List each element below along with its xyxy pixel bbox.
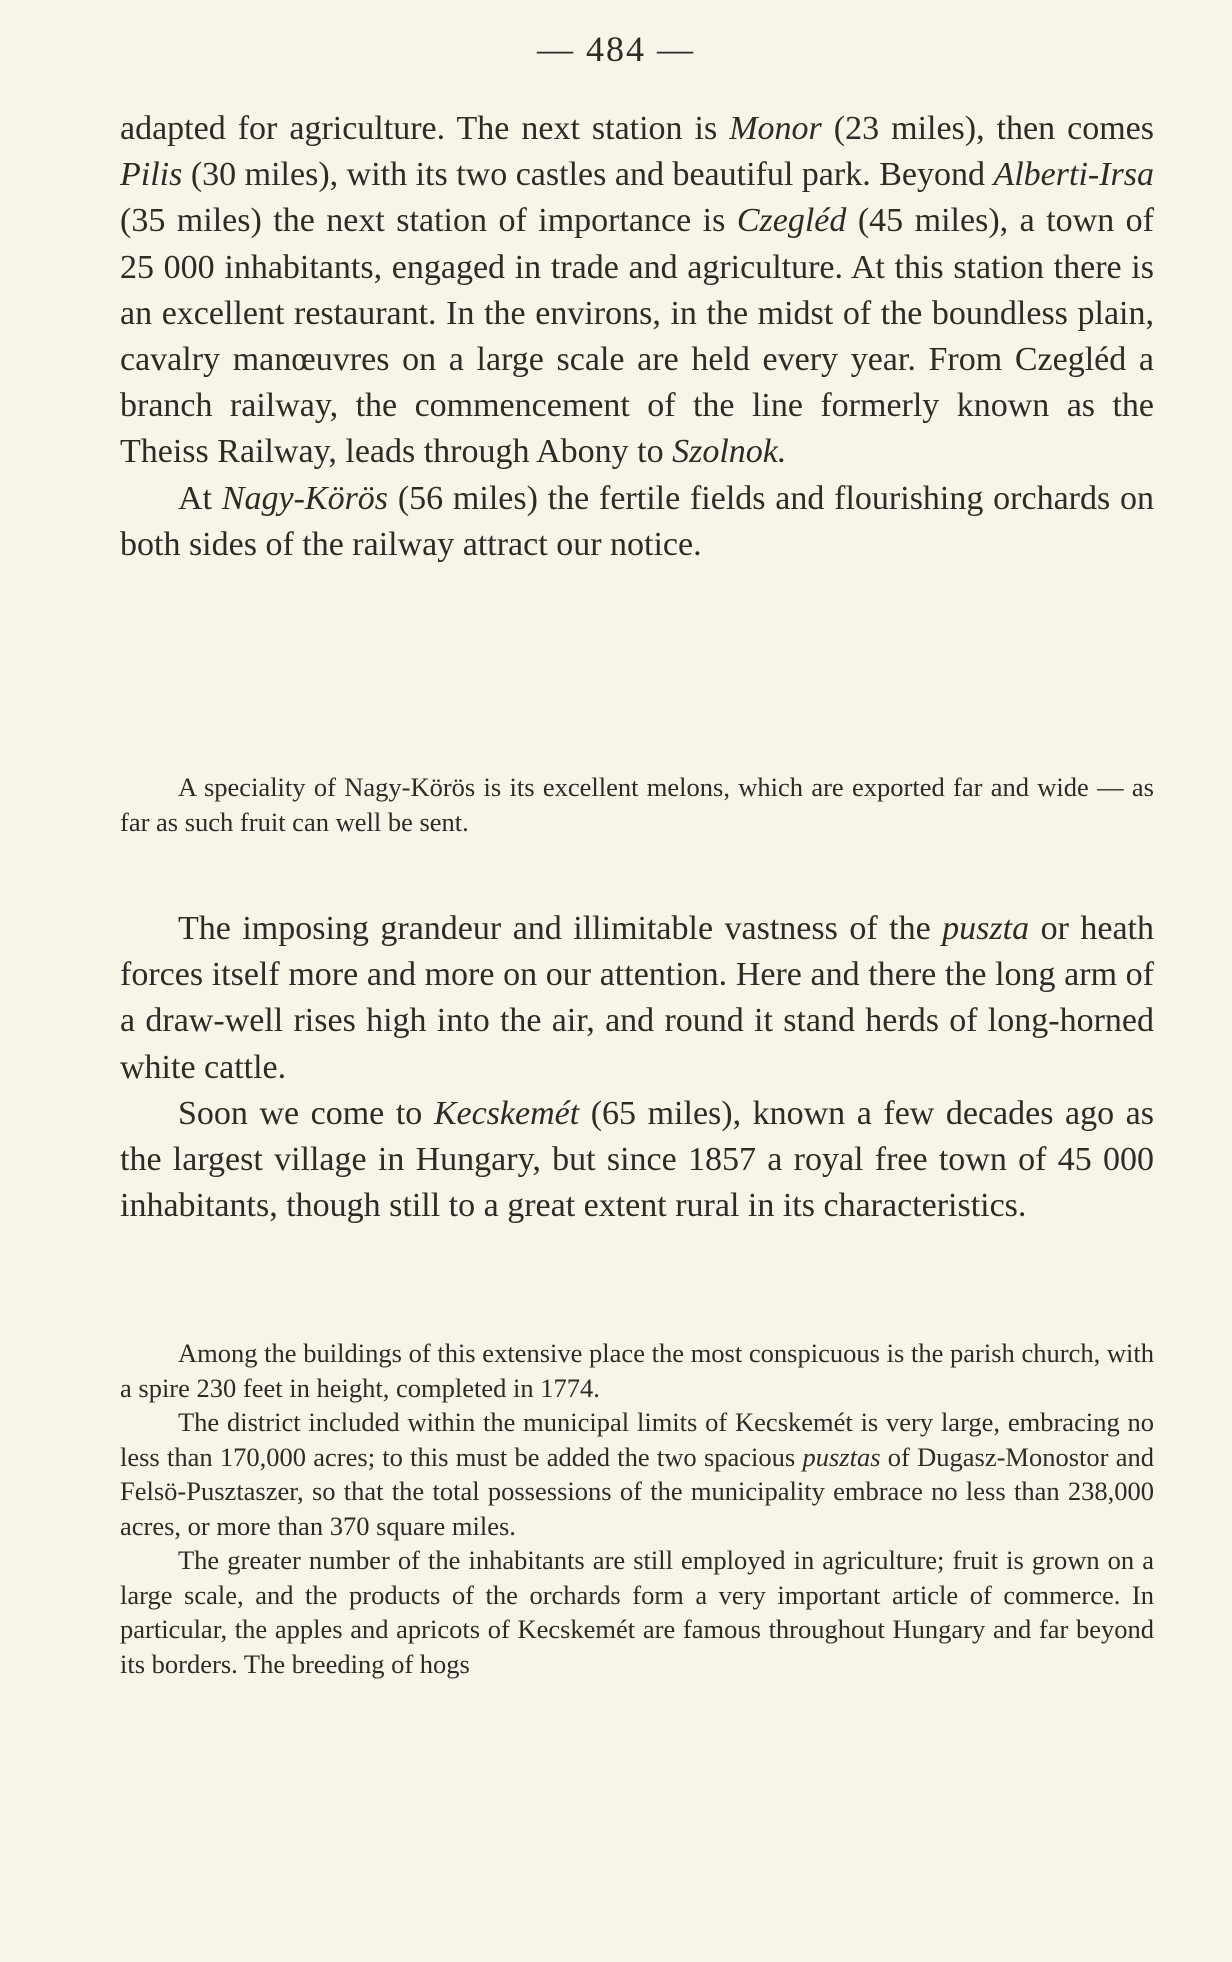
- text-span: (56 miles) the fertile fields and flourishing orchards on both sides of the railway attract our notice.: [120, 479, 1154, 563]
- text-span: or heath forces itself more and more on our attention. Here and there the long arm of a draw-well rises high into the air, and round it stand herds of long-horned white cattle.: [120, 910, 1154, 1086]
- paragraph-puszta: [120, 906, 1154, 1091]
- text-span: (23 miles), then comes: [821, 110, 1154, 147]
- text-span: (65 miles), known a few decades ago as the largest village in Hungary, but since 1857 a royal free town of 45 000 inhabitants, though still to a great extent rural in its characteristics.: [120, 1094, 1154, 1225]
- text-span: (30 miles), with its two castles and beautiful park. Beyond: [182, 156, 994, 194]
- paragraph-kecskemet: [120, 1091, 1154, 1230]
- paragraph-parish-church: Among the buildings of this extensive place the most conspicuous is the parish church, with a spire 230 feet in height, completed in 1774.: [120, 1338, 1154, 1403]
- place-name-szolnok: Szolnok.: [672, 433, 787, 471]
- text-span: (35 miles) the next station of importance is: [120, 202, 737, 240]
- place-name-pilis: Pilis: [120, 156, 183, 194]
- text-span: Soon we come to: [178, 1094, 434, 1132]
- paragraph-railway-stations: [120, 106, 1154, 476]
- paragraph-district: [120, 1405, 1154, 1543]
- place-name-monor: Monor: [729, 110, 822, 147]
- small-text-block-melons: [120, 770, 1154, 839]
- main-text-block-1: [120, 106, 1154, 568]
- text-span: The district included within the municipal limits of Kecskemét is very large, embracing no less than 170,000 acres; to this must be added the two spacious: [120, 1407, 1154, 1472]
- text-span: (45 miles), a town of 25 000 inhabitants, engaged in trade and agriculture. At this station there is an excellent restaurant. In the environs, in the midst of the boundless plain, cavalry manœuvres on a large scale are held every year. From Czegléd a branch railway, the commencement of the line formerly known as the Theiss Railway, leads through Abony to: [120, 202, 1154, 471]
- place-name-nagy-koros: Nagy-Körös: [221, 479, 389, 517]
- paragraph-agriculture: The greater number of the inhabitants are still employed in agriculture; fruit is grown on a large scale, and the products of the orchards form a very important article of commerce. In particular, the apples and apricots of Kecskemét are famous throughout Hungary and far beyond its borders. The breeding of hogs: [120, 1545, 1154, 1679]
- text-span: At: [178, 479, 222, 517]
- text-span: of Dugasz-Monostor and Felsö-Pusztaszer, so that the total possessions of the municipality embrace no less than 238,000 acres, or more than 370 square miles.: [120, 1441, 1154, 1541]
- place-name-kecskemet: Kecskemét: [433, 1094, 580, 1132]
- main-text-block-2: [120, 906, 1154, 1229]
- page-number: — 484 —: [537, 29, 695, 69]
- place-name-czegled: Czegléd: [736, 202, 847, 240]
- place-name-alberti-irsa: Alberti-Irsa: [993, 156, 1155, 194]
- term-pusztas: pusztas: [802, 1441, 881, 1472]
- paragraph-nagy-koros: [120, 476, 1154, 568]
- term-puszta: puszta: [942, 910, 1030, 947]
- text-span: adapted for agriculture. The next station is: [120, 110, 730, 147]
- small-text-block-kecskemet: [120, 1336, 1154, 1681]
- text-span: The imposing grandeur and illimitable vastness of the: [178, 910, 943, 947]
- paragraph-melons: A speciality of Nagy-Körös is its excellent melons, which are exported far and wide — as far as such fruit can well be sent.: [120, 772, 1154, 837]
